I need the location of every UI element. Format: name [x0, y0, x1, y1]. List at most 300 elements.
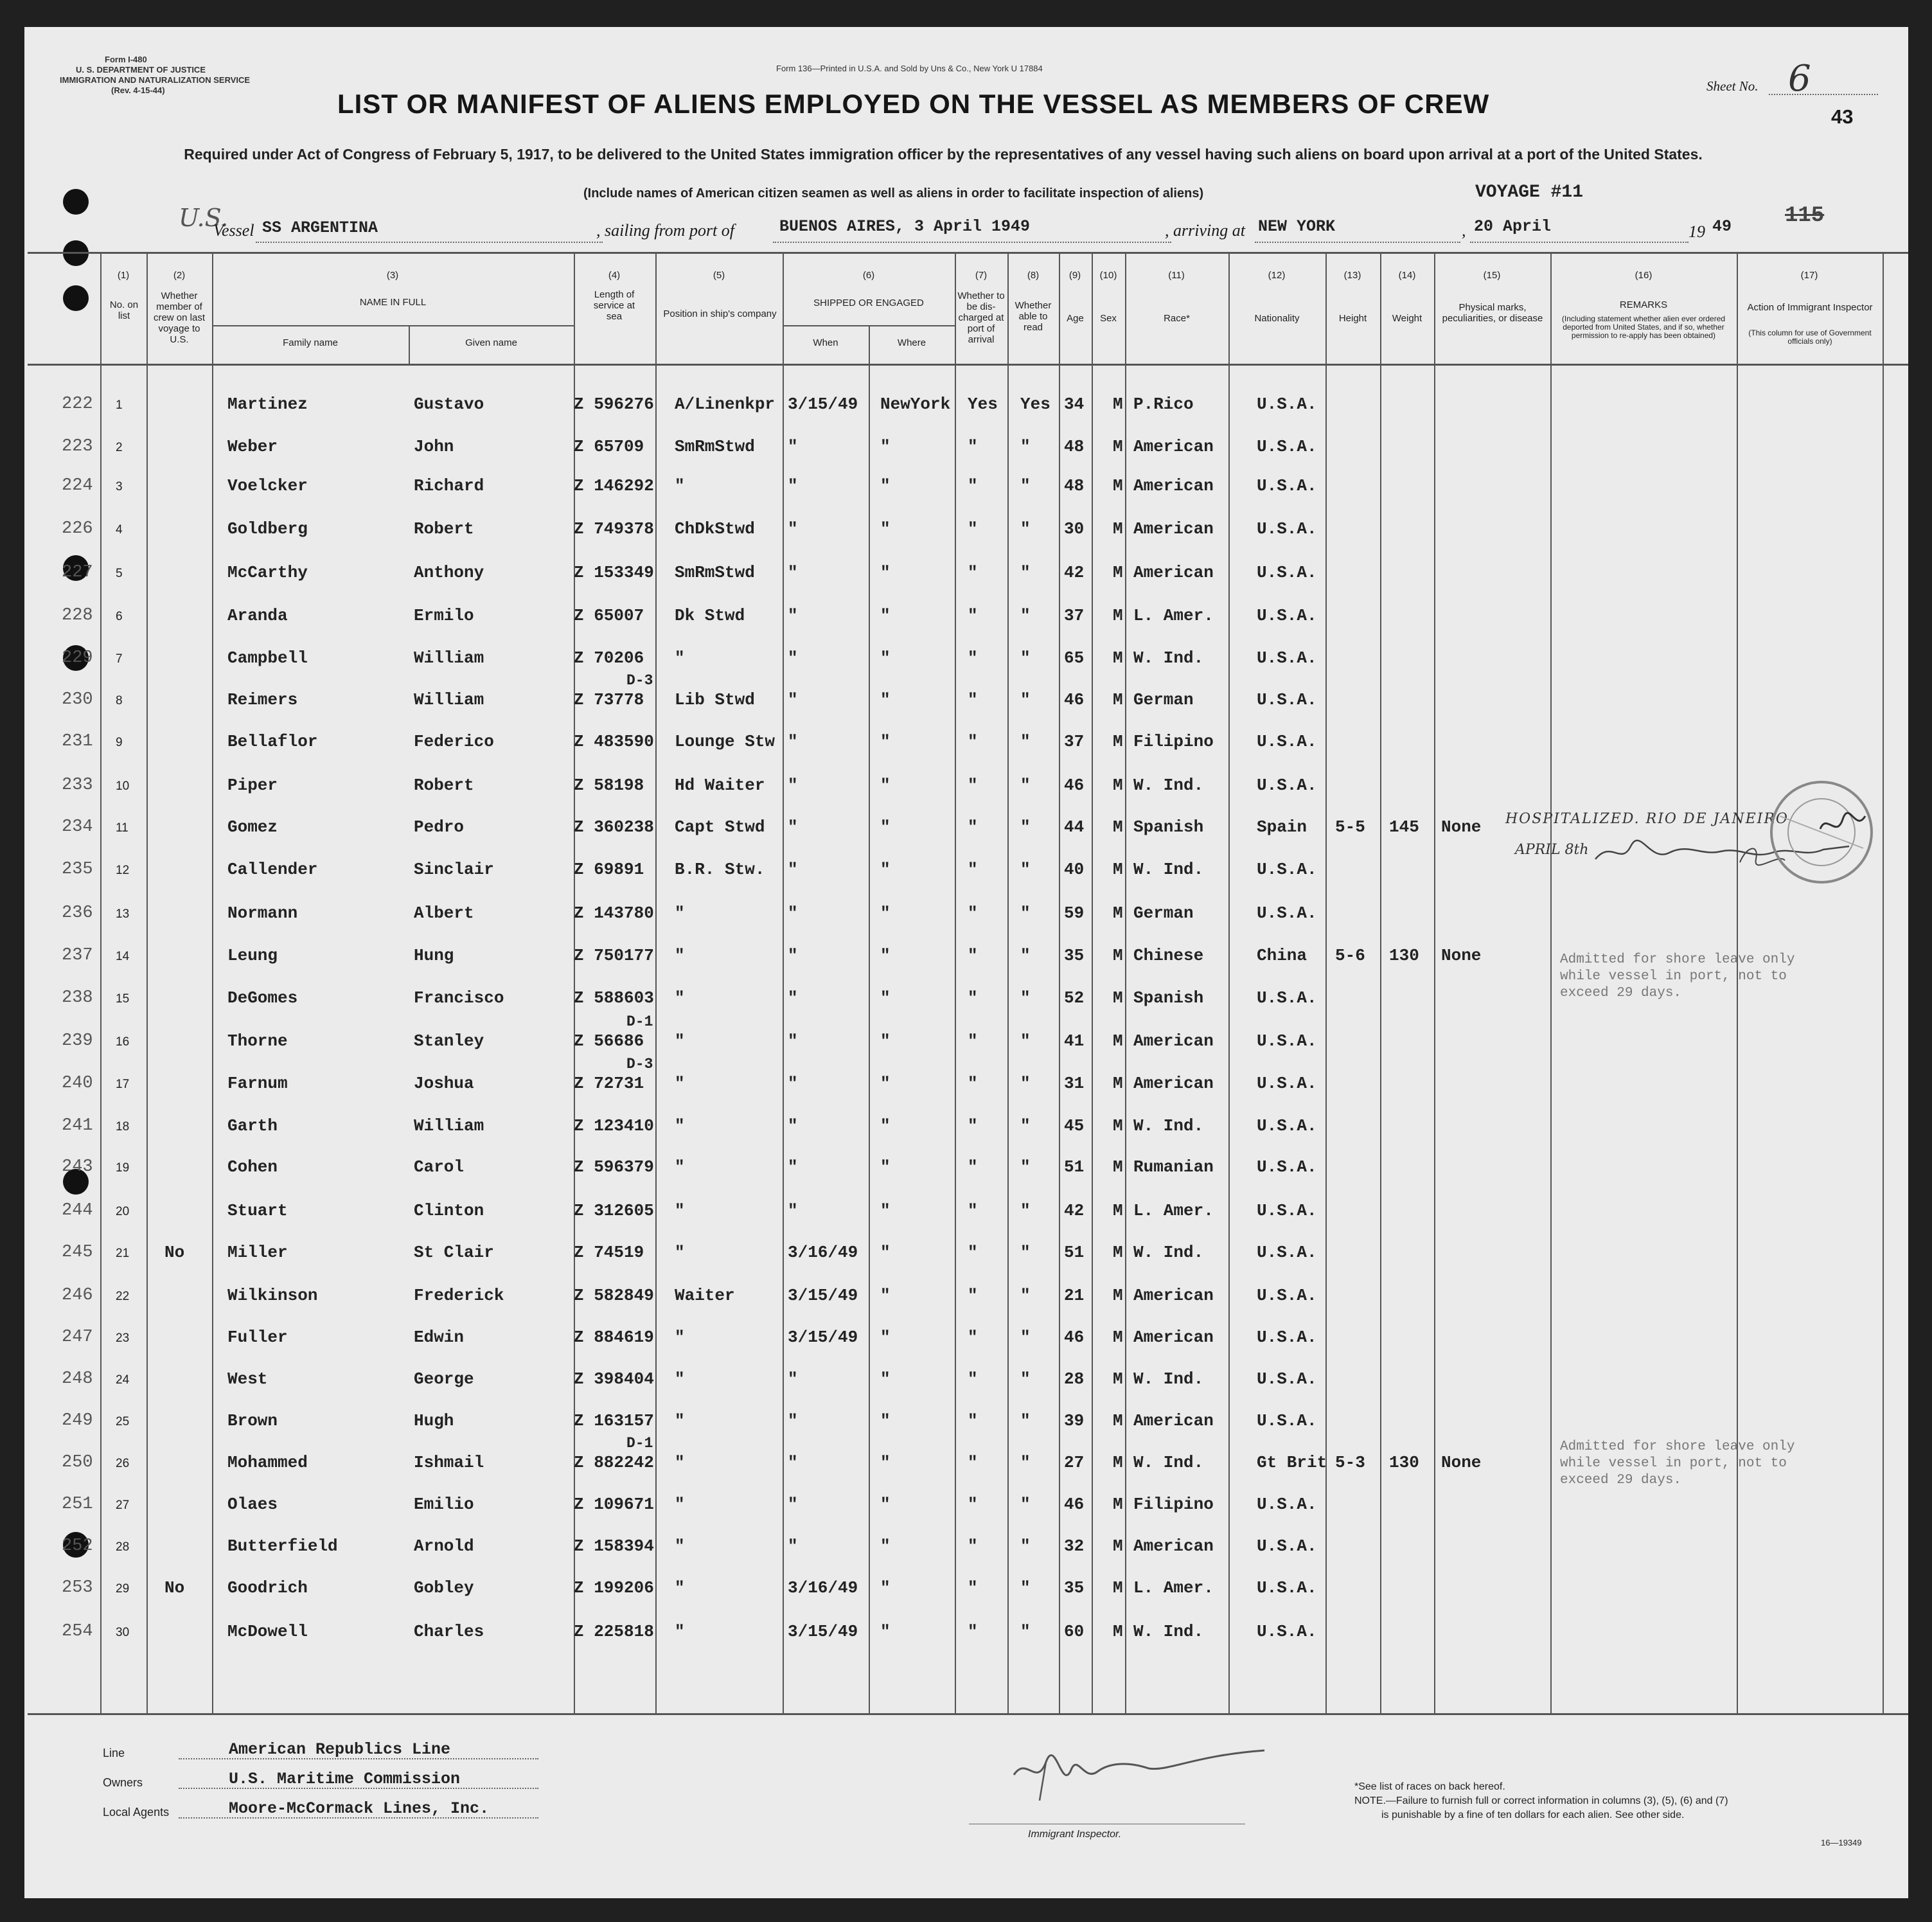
able-to-read: " [1020, 1074, 1031, 1093]
nationality: U.S.A. [1257, 1243, 1317, 1262]
able-to-read: " [1020, 1495, 1031, 1514]
able-to-read: " [1020, 1243, 1031, 1262]
family-name: Weber [227, 437, 278, 456]
position: " [675, 1031, 685, 1051]
able-to-read: " [1020, 1328, 1031, 1347]
margin-number: 230 [62, 690, 93, 709]
age: 46 [1064, 1328, 1085, 1347]
service-book: Z 109671 [574, 1495, 654, 1514]
race: Spanish [1133, 988, 1204, 1008]
discharged: " [968, 1031, 978, 1051]
discharged: " [968, 690, 978, 709]
family-name: Stuart [227, 1201, 288, 1220]
able-to-read: " [1020, 519, 1031, 538]
nationality: U.S.A. [1257, 988, 1317, 1008]
nationality: U.S.A. [1257, 1116, 1317, 1135]
given-name: Robert [414, 776, 474, 795]
nationality: Spain [1257, 817, 1307, 837]
sex: M [1113, 1411, 1123, 1430]
family-name: McCarthy [227, 563, 308, 582]
race: L. Amer. [1133, 1578, 1214, 1597]
family-name: Mohammed [227, 1453, 308, 1472]
age: 52 [1064, 988, 1085, 1008]
able-to-read: " [1020, 648, 1031, 668]
margin-number: 222 [62, 395, 93, 414]
service-book: Z 56686 [574, 1031, 644, 1051]
height: 5-3 [1335, 1453, 1365, 1472]
row-number: 24 [116, 1373, 130, 1387]
able-to-read: " [1020, 563, 1031, 582]
shipped-when: " [788, 519, 798, 538]
inspector-label: Immigrant Inspector. [1028, 1829, 1122, 1840]
header-shipped-engaged: SHIPPED OR ENGAGED [813, 298, 924, 308]
include-text: (Include names of American citizen seamen as well as aliens in order to facilitate inspection of aliens) [583, 186, 1204, 200]
shipped-where: " [880, 1495, 891, 1514]
service-book: Z 73778 [574, 690, 644, 709]
row-number: 15 [116, 992, 130, 1006]
discharged: " [968, 648, 978, 668]
given-name: St Clair [414, 1243, 494, 1262]
nationality: U.S.A. [1257, 776, 1317, 795]
discharged: " [968, 776, 978, 795]
height: 5-6 [1335, 946, 1365, 965]
shipped-when: 3/15/49 [788, 1622, 858, 1641]
row-number: 17 [116, 1078, 130, 1091]
sex: M [1113, 1031, 1123, 1051]
race: Filipino [1133, 1495, 1214, 1514]
nationality: U.S.A. [1257, 648, 1317, 668]
position: " [675, 946, 685, 965]
age: 60 [1064, 1622, 1085, 1641]
discharged: " [968, 1578, 978, 1597]
shipped-when: " [788, 1495, 798, 1514]
header-where: Where [897, 337, 926, 348]
given-name: John [414, 437, 454, 456]
shipped-where: " [880, 946, 891, 965]
sex: M [1113, 1536, 1123, 1556]
sex: M [1113, 606, 1123, 625]
sex: M [1113, 1157, 1123, 1177]
service-book: Z 72731 [574, 1074, 644, 1093]
race: American [1133, 1074, 1214, 1093]
shipped-when: " [788, 1536, 798, 1556]
able-to-read: " [1020, 476, 1031, 495]
row-number: 4 [116, 523, 123, 537]
dual-mark: D-3 [626, 1056, 653, 1072]
race: Rumanian [1133, 1157, 1214, 1177]
column-number: (11) [1168, 270, 1185, 281]
family-name: Miller [227, 1243, 288, 1262]
shipped-where: " [880, 1157, 891, 1177]
age: 27 [1064, 1453, 1085, 1472]
able-to-read: " [1020, 1578, 1031, 1597]
discharged: " [968, 1369, 978, 1389]
header-given-name: Given name [465, 337, 517, 348]
discharged: " [968, 606, 978, 625]
shipped-when: " [788, 1201, 798, 1220]
able-to-read: " [1020, 690, 1031, 709]
family-name: West [227, 1369, 268, 1389]
margin-number: 250 [62, 1453, 93, 1472]
height: 5-5 [1335, 817, 1365, 837]
sex: M [1113, 519, 1123, 538]
row-number: 11 [116, 821, 129, 835]
given-name: Ishmail [414, 1453, 484, 1472]
race: W. Ind. [1133, 1243, 1204, 1262]
position: " [675, 1369, 685, 1389]
dual-mark: D-1 [626, 1435, 653, 1452]
family-name: Voelcker [227, 476, 308, 495]
department: U. S. DEPARTMENT OF JUSTICE [76, 65, 206, 75]
sex: M [1113, 563, 1123, 582]
race: L. Amer. [1133, 606, 1214, 625]
column-number: (3) [386, 270, 399, 281]
position: " [675, 1411, 685, 1430]
header-age: Age [1067, 313, 1084, 324]
sex: M [1113, 817, 1123, 837]
position: " [675, 1157, 685, 1177]
margin-number: 234 [62, 817, 93, 837]
given-name: Stanley [414, 1031, 484, 1051]
nationality: U.S.A. [1257, 1495, 1317, 1514]
discharged: Yes [968, 395, 998, 414]
sex: M [1113, 1116, 1123, 1135]
physical-marks: None [1441, 1453, 1482, 1472]
service-book: Z 398404 [574, 1369, 654, 1389]
margin-number: 247 [62, 1328, 93, 1347]
discharged: " [968, 1157, 978, 1177]
inspector-signature [1001, 1736, 1271, 1807]
leung-remark-line-1: Admitted for shore leave only [1560, 952, 1795, 967]
service-book: Z 225818 [574, 1622, 654, 1641]
shipped-when: " [788, 1411, 798, 1430]
header-name-in-full: NAME IN FULL [359, 297, 427, 308]
given-name: Joshua [414, 1074, 474, 1093]
sex: M [1113, 776, 1123, 795]
family-name: DeGomes [227, 988, 298, 1008]
shipped-when: " [788, 563, 798, 582]
margin-number: 226 [62, 519, 93, 538]
service-book: Z 58198 [574, 776, 644, 795]
able-to-read: " [1020, 732, 1031, 751]
margin-number: 235 [62, 860, 93, 879]
position: " [675, 1536, 685, 1556]
margin-number: 229 [62, 648, 93, 668]
family-name: Gomez [227, 817, 278, 837]
position: ChDkStwd [675, 519, 755, 538]
nationality: U.S.A. [1257, 732, 1317, 751]
service-book: Z 70206 [574, 648, 644, 668]
agents-label: Local Agents [103, 1806, 170, 1819]
race: American [1133, 1031, 1214, 1051]
able-to-read: " [1020, 1453, 1031, 1472]
sex: M [1113, 437, 1123, 456]
margin-number: 237 [62, 946, 93, 965]
column-number: (5) [713, 270, 725, 281]
shipped-when: " [788, 476, 798, 495]
able-to-read: " [1020, 437, 1031, 456]
discharged: " [968, 946, 978, 965]
position: Lounge Stw [675, 732, 775, 751]
agents-value: Moore-McCormack Lines, Inc. [229, 1799, 490, 1818]
position: " [675, 1243, 685, 1262]
family-name: Callender [227, 860, 318, 879]
header-weight: Weight [1392, 313, 1422, 324]
sex: M [1113, 1578, 1123, 1597]
margin-number: 228 [62, 606, 93, 625]
line-label: Line [103, 1747, 125, 1759]
family-name: Cohen [227, 1157, 278, 1177]
margin-number: 231 [62, 732, 93, 751]
family-name: Wilkinson [227, 1286, 318, 1305]
row-number: 16 [116, 1035, 130, 1049]
given-name: Hung [414, 946, 454, 965]
race: American [1133, 519, 1214, 538]
row-number: 12 [116, 864, 130, 877]
column-number: (12) [1268, 270, 1286, 281]
form-number: Form I-480 [105, 55, 147, 64]
age: 32 [1064, 1536, 1085, 1556]
shipped-when: " [788, 1074, 798, 1093]
age: 46 [1064, 690, 1085, 709]
row-number: 25 [116, 1415, 130, 1428]
row-number: 13 [116, 907, 130, 921]
required-text: Required under Act of Congress of February 5, 1917, to be delivered to the United States immigration officer by the representatives of any vessel having such aliens on board upon arrival at a port of the United States. [184, 146, 1703, 163]
shipped-where: " [880, 1411, 891, 1430]
sex: M [1113, 395, 1123, 414]
service-book: Z 74519 [574, 1243, 644, 1262]
given-name: Anthony [414, 563, 484, 582]
given-name: Arnold [414, 1536, 474, 1556]
shipped-when: " [788, 648, 798, 668]
family-name: Normann [227, 903, 298, 923]
column-number: (1) [117, 270, 130, 281]
discharged: " [968, 1536, 978, 1556]
given-name: Gustavo [414, 395, 484, 414]
punch-hole [63, 285, 89, 311]
header-nationality: Nationality [1254, 313, 1300, 324]
shipped-where: " [880, 648, 891, 668]
shipped-when: 3/15/49 [788, 1328, 858, 1347]
able-to-read: " [1020, 1116, 1031, 1135]
position: " [675, 1622, 685, 1641]
given-name: Carol [414, 1157, 465, 1177]
arriving-label: , arriving at [1165, 221, 1245, 240]
given-name: Federico [414, 732, 494, 751]
margin-number: 238 [62, 988, 93, 1008]
header-discharged: Whether to be dis- charged at port of arrival [957, 290, 1005, 345]
age: 45 [1064, 1116, 1085, 1135]
comma: , [1462, 221, 1466, 240]
given-name: Pedro [414, 817, 465, 837]
family-name: McDowell [227, 1622, 308, 1641]
age: 51 [1064, 1157, 1085, 1177]
position: " [675, 1453, 685, 1472]
nationality: U.S.A. [1257, 1622, 1317, 1641]
arrival-date: 20 April [1474, 217, 1552, 236]
race: Chinese [1133, 946, 1204, 965]
shipped-where: " [880, 988, 891, 1008]
initials-mark [1817, 810, 1868, 842]
nationality: Gt Brit [1257, 1453, 1327, 1472]
margin-number: 223 [62, 437, 93, 456]
race: W. Ind. [1133, 648, 1204, 668]
header-no-on-list: No. on list [109, 299, 139, 321]
able-to-read: " [1020, 1369, 1031, 1389]
row-number: 2 [116, 441, 123, 454]
shipped-where: " [880, 437, 891, 456]
able-to-read: " [1020, 1157, 1031, 1177]
age: 31 [1064, 1074, 1085, 1093]
discharged: " [968, 1286, 978, 1305]
sex: M [1113, 1328, 1123, 1347]
service-book: Z 884619 [574, 1328, 654, 1347]
margin-number: 248 [62, 1369, 93, 1389]
family-name: Olaes [227, 1495, 278, 1514]
service-book: Z 153349 [574, 563, 654, 582]
shipped-where: " [880, 776, 891, 795]
service-book: Z 360238 [574, 817, 654, 837]
column-number: (8) [1027, 270, 1040, 281]
discharged: " [968, 437, 978, 456]
column-number: (2) [173, 270, 186, 281]
shipped-when: " [788, 437, 798, 456]
margin-number: 254 [62, 1622, 93, 1641]
header-position: Position in ship's company [663, 308, 777, 319]
sex: M [1113, 1369, 1123, 1389]
shipped-where: " [880, 1453, 891, 1472]
printer-line: Form 136—Printed in U.S.A. and Sold by Uns & Co., New York U 17884 [776, 64, 1043, 73]
service-book: Z 749378 [574, 519, 654, 538]
age: 65 [1064, 648, 1085, 668]
position: Waiter [675, 1286, 735, 1305]
discharged: " [968, 476, 978, 495]
nationality: U.S.A. [1257, 606, 1317, 625]
race: W. Ind. [1133, 860, 1204, 879]
header-able-to-read: Whether able to read [1015, 300, 1052, 333]
us-note: U.S. [179, 204, 229, 232]
arriving-at: NEW YORK [1258, 217, 1336, 236]
sex: M [1113, 1201, 1123, 1220]
discharged: " [968, 1328, 978, 1347]
able-to-read: Yes [1020, 395, 1050, 414]
given-name: William [414, 648, 484, 668]
margin-number: 241 [62, 1116, 93, 1135]
row-number: 19 [116, 1161, 130, 1175]
margin-number: 244 [62, 1201, 93, 1220]
age: 46 [1064, 776, 1085, 795]
mohammed-remark-line-1: Admitted for shore leave only [1560, 1439, 1795, 1454]
race: American [1133, 563, 1214, 582]
nationality: U.S.A. [1257, 476, 1317, 495]
family-name: Reimers [227, 690, 298, 709]
sex: M [1113, 690, 1123, 709]
header-family-name: Family name [283, 337, 338, 348]
header-remarks-sub: (Including statement whether alien ever ordered deported from United States, and if so, whether permission to re-apply has been obtained) [1561, 314, 1726, 340]
sex: M [1113, 988, 1123, 1008]
discharged: " [968, 519, 978, 538]
margin-number: 249 [62, 1411, 93, 1430]
position: B.R. Stw. [675, 860, 765, 879]
race: American [1133, 1286, 1214, 1305]
weight: 145 [1389, 817, 1419, 837]
family-name: Aranda [227, 606, 288, 625]
shipped-where: " [880, 817, 891, 837]
nationality: U.S.A. [1257, 1157, 1317, 1177]
shipped-where: NewYork [880, 395, 951, 414]
able-to-read: " [1020, 1286, 1031, 1305]
discharged: " [968, 1074, 978, 1093]
given-name: Frederick [414, 1286, 504, 1305]
given-name: William [414, 1116, 484, 1135]
nationality: U.S.A. [1257, 1536, 1317, 1556]
row-number: 9 [116, 736, 123, 749]
nationality: U.S.A. [1257, 1286, 1317, 1305]
weight: 130 [1389, 1453, 1419, 1472]
year-prefix: 19 [1688, 222, 1705, 241]
nationality: U.S.A. [1257, 437, 1317, 456]
nationality: U.S.A. [1257, 1201, 1317, 1220]
sheet-number: 6 [1788, 58, 1811, 100]
age: 51 [1064, 1243, 1085, 1262]
revision: (Rev. 4-15-44) [111, 85, 165, 95]
service-book: Z 163157 [574, 1411, 654, 1430]
nationality: U.S.A. [1257, 1074, 1317, 1093]
given-name: Hugh [414, 1411, 454, 1430]
able-to-read: " [1020, 1031, 1031, 1051]
family-name: Goodrich [227, 1578, 308, 1597]
service-book: Z 588603 [574, 988, 654, 1008]
position: A/Linenkpr [675, 395, 775, 414]
given-name: George [414, 1369, 474, 1389]
race: W. Ind. [1133, 1369, 1204, 1389]
vessel-name: SS ARGENTINA [262, 218, 378, 237]
given-name: Robert [414, 519, 474, 538]
print-code: 16—19349 [1821, 1838, 1862, 1847]
sex: M [1113, 1243, 1123, 1262]
race: German [1133, 903, 1194, 923]
previous-voyage: No [164, 1243, 185, 1262]
margin-number: 251 [62, 1495, 93, 1514]
shipped-where: " [880, 1116, 891, 1135]
row-number: 7 [116, 652, 123, 666]
age: 41 [1064, 1031, 1085, 1051]
note-line-2: is punishable by a fine of ten dollars for each alien. See other side. [1381, 1810, 1685, 1820]
able-to-read: " [1020, 606, 1031, 625]
nationality: U.S.A. [1257, 1411, 1317, 1430]
service-book: Z 123410 [574, 1116, 654, 1135]
service-book: Z 69891 [574, 860, 644, 879]
sex: M [1113, 860, 1123, 879]
previous-voyage: No [164, 1578, 185, 1597]
age: 28 [1064, 1369, 1085, 1389]
age: 35 [1064, 946, 1085, 965]
shipped-when: " [788, 1116, 798, 1135]
line-value: American Republics Line [229, 1740, 451, 1759]
given-name: Emilio [414, 1495, 474, 1514]
age: 48 [1064, 437, 1085, 456]
shipped-when: " [788, 903, 798, 923]
sex: M [1113, 1622, 1123, 1641]
sailing-label: , sailing from port of [596, 221, 735, 240]
family-name: Bellaflor [227, 732, 318, 751]
service-book: Z 483590 [574, 732, 654, 751]
weight: 130 [1389, 946, 1419, 965]
header-remarks: REMARKS [1619, 299, 1668, 310]
shipped-when: 3/16/49 [788, 1578, 858, 1597]
voyage-label: VOYAGE #11 [1475, 182, 1584, 202]
shipped-when: " [788, 860, 798, 879]
